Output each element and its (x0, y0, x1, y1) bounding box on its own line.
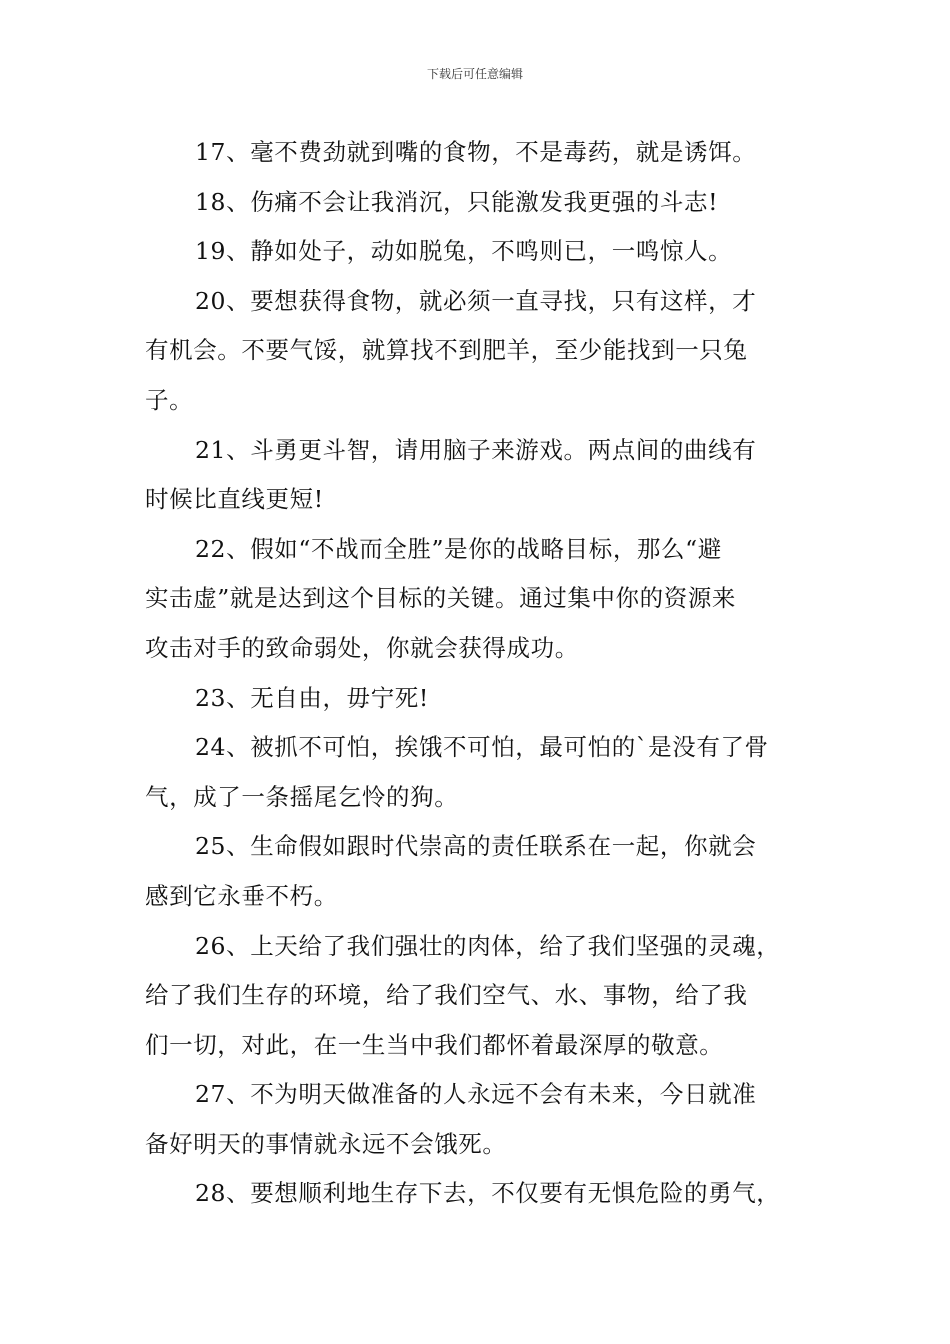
text-line: 22、假如“不战而全胜”是你的战略目标，那么“避 (195, 534, 722, 563)
text-line: 给了我们生存的环境，给了我们空气、水、事物，给了我 (145, 981, 748, 1010)
document-body (145, 128, 825, 1219)
page-header: 下载后可任意编辑 (426, 67, 523, 81)
text-line: 28、要想顺利地生存下去，不仅要有无惧危险的勇气， (195, 1179, 781, 1208)
text-line: 24、被抓不可怕，挨饿不可怕，最可怕的`是没有了骨 (195, 733, 769, 762)
text-line: 21、斗勇更斗智，请用脑子来游戏。两点间的曲线有 (195, 435, 757, 464)
text-line: 气，成了一条摇尾乞怜的狗。 (145, 782, 459, 811)
text-line: 20、要想获得食物，就必须一直寻找，只有这样，才 (195, 286, 757, 315)
text-line: 感到它永垂不朽。 (145, 881, 338, 910)
text-line: 实击虚”就是达到这个目标的关键。通过集中你的资源来 (145, 584, 737, 613)
text-line: 备好明天的事情就永远不会饿死。 (145, 1129, 507, 1158)
text-line: 23、无自由，毋宁死! (195, 683, 429, 712)
text-line: 子。 (145, 385, 194, 414)
text-line: 17、毫不费劲就到嘴的食物，不是毒药，就是诱饵。 (195, 138, 757, 166)
text-line: 25、生命假如跟时代崇高的责任联系在一起，你就会 (195, 832, 757, 861)
text-line: 时候比直线更短! (145, 485, 324, 514)
text-line: 攻击对手的致命弱处，你就会获得成功。 (145, 633, 579, 662)
text-line: 19、静如处子，动如脱兔，不鸣则已，一鸣惊人。 (195, 237, 733, 266)
text-line: 有机会。不要气馁，就算找不到肥羊，至少能找到一只兔 (145, 336, 748, 365)
text-line: 27、不为明天做准备的人永远不会有未来，今日就准 (195, 1080, 757, 1109)
text-line: 26、上天给了我们强壮的肉体，给了我们坚强的灵魂， (195, 931, 781, 960)
text-line: 们一切，对此，在一生当中我们都怀着最深厚的敬意。 (145, 1030, 724, 1059)
text-line: 18、伤痛不会让我消沉，只能激发我更强的斗志! (195, 187, 719, 216)
